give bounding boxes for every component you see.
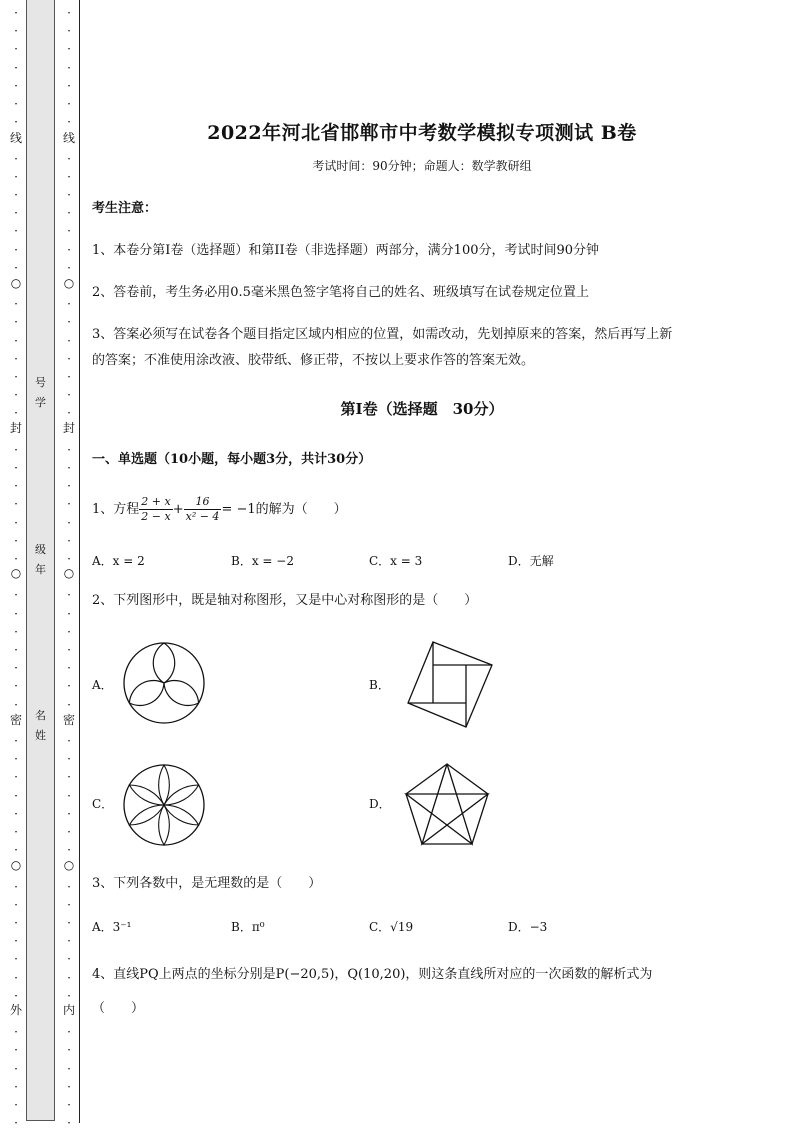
inner-binding-dot: ·	[67, 916, 71, 930]
inner-binding-dot: ·	[67, 315, 71, 330]
inner-binding-dot: ·	[67, 60, 71, 75]
notice-item-3-cont: 的答案；不准使用涂改液、胶带纸、修正带，不按以上要求作答的答案无效。	[92, 353, 535, 368]
inner-binding-dot: ·	[67, 370, 71, 384]
outer-binding-dot: ·	[14, 679, 18, 694]
inner-binding-dot: ·	[67, 1079, 71, 1094]
q3-option-c: C．√19	[369, 920, 414, 934]
outer-binding-dot: ·	[14, 351, 18, 366]
inner-binding-dot: ·	[67, 697, 71, 712]
exam-number-label-1: 号	[35, 376, 46, 389]
inner-binding-dot: ·	[67, 661, 71, 676]
inner-binding-dot: ·	[67, 224, 71, 239]
outer-binding-dot: ·	[14, 78, 18, 93]
outer-binding-dot: ·	[14, 206, 18, 221]
outer-binding-dot: ·	[14, 1025, 18, 1040]
question-3: 3、下列各数中，是无理数的是（ ）	[92, 876, 322, 891]
grade-label-2: 年	[35, 563, 46, 576]
inner-binding-dot: ·	[67, 1098, 71, 1112]
inner-binding-dot: ·	[67, 115, 71, 130]
page-title: 2022年河北省邯郸市中考数学模拟专项测试 B卷	[207, 122, 637, 144]
inner-binding-dot: ·	[67, 606, 71, 621]
inner-binding-dot: ·	[67, 588, 71, 603]
inner-binding-dot: ·	[67, 770, 71, 785]
outer-binding-mark: 封	[9, 421, 22, 435]
inner-binding-dot: ·	[67, 188, 71, 202]
q2-label-d: D．	[369, 797, 391, 811]
binding-rule	[79, 0, 80, 1123]
outer-binding-dot: ·	[14, 442, 18, 457]
outer-binding-dot: ·	[14, 624, 18, 639]
inner-binding-dot: ·	[67, 952, 71, 967]
outer-binding-dot: ·	[14, 24, 18, 39]
q2-label-c: C．	[92, 797, 114, 811]
inner-binding-mark: 密	[62, 713, 75, 727]
inner-binding-dot: ·	[67, 806, 71, 821]
inner-binding-dot: ·	[67, 970, 71, 985]
inner-binding-dot: ·	[67, 497, 71, 512]
inner-binding-mark: 线	[62, 131, 75, 145]
outer-binding-dot: ·	[14, 297, 18, 312]
notice-heading: 考生注意：	[92, 201, 158, 216]
outer-binding-dot: ·	[14, 260, 18, 275]
figure-d-pentagram	[403, 762, 491, 848]
student-info-strip	[26, 0, 55, 1121]
inner-binding-dot: ·	[67, 151, 71, 166]
question-2: 2、下列图形中，既是轴对称图形，又是中心对称图形的是（ ）	[92, 593, 478, 608]
outer-binding-dot: ·	[14, 916, 18, 930]
outer-binding-dot: ·	[14, 497, 18, 512]
inner-binding-dot: ·	[67, 42, 71, 57]
q1-fraction-1	[139, 495, 172, 524]
outer-binding-dot: ·	[14, 806, 18, 821]
inner-binding-dot: ·	[67, 78, 71, 93]
inner-binding-dot: ·	[67, 533, 71, 548]
q4-answer-blank: （ ）	[92, 1001, 145, 1016]
notice-item-3: 3、答案必须写在试卷各个题目指定区域内相应的位置，如需改动，先划掉原来的答案，然后再写上新	[92, 327, 673, 342]
inner-binding-dot: ·	[67, 351, 71, 366]
part-title: 一、单选题（10小题，每小题3分，共计30分）	[92, 452, 372, 467]
inner-binding-dot: ·	[67, 333, 71, 348]
q3-option-d: D．−3	[508, 920, 548, 934]
outer-binding-mark: 密	[9, 713, 22, 727]
outer-binding-dot: ·	[14, 1079, 18, 1094]
q1-frac2-denominator: x² − 4	[185, 510, 220, 523]
q1-frac1-numerator: 2 + x	[141, 495, 171, 508]
outer-binding-dot: ·	[14, 770, 18, 785]
inner-binding-dot: ·	[67, 552, 71, 566]
outer-binding-mark: ○	[10, 276, 22, 290]
q1-plus: +	[172, 502, 184, 517]
inner-binding-dot: ·	[67, 1025, 71, 1040]
figure-b-nested-squares	[405, 639, 495, 731]
outer-binding-mark: ○	[10, 566, 22, 580]
q2-label-a: A．	[92, 678, 113, 692]
inner-binding-dot: ·	[67, 879, 71, 894]
inner-binding-dot: ·	[67, 479, 71, 494]
q1-option-a: A．x = 2	[92, 554, 145, 568]
q1-option-d: D．无解	[508, 554, 554, 568]
inner-binding-dot: ·	[67, 1116, 71, 1130]
inner-binding-dot: ·	[67, 97, 71, 111]
outer-binding-dot: ·	[14, 1043, 18, 1058]
outer-binding-dot: ·	[14, 843, 18, 858]
outer-binding-dot: ·	[14, 879, 18, 894]
q3-option-a: A．3⁻¹	[92, 920, 132, 934]
q1-prefix: 1、方程	[92, 502, 140, 517]
inner-binding-mark: ○	[63, 858, 75, 872]
outer-binding-dot: ·	[14, 1061, 18, 1076]
outer-binding-dot: ·	[14, 825, 18, 839]
inner-binding-dot: ·	[67, 297, 71, 312]
q1-suffix: = −1的解为（ ）	[221, 502, 347, 517]
inner-binding-dot: ·	[67, 442, 71, 457]
inner-binding-dot: ·	[67, 260, 71, 275]
section-title: 第I卷（选择题 30分）	[340, 400, 504, 418]
outer-binding-dot: ·	[14, 315, 18, 330]
outer-binding-dot: ·	[14, 552, 18, 566]
outer-binding-dot: ·	[14, 952, 18, 967]
q1-option-c: C．x = 3	[369, 554, 423, 568]
q1-frac1-denominator: 2 − x	[141, 510, 171, 523]
outer-binding-dot: ·	[14, 461, 18, 475]
inner-binding-dot: ·	[67, 1061, 71, 1076]
inner-binding-dot: ·	[67, 624, 71, 639]
outer-binding-dot: ·	[14, 1098, 18, 1112]
outer-binding-dot: ·	[14, 897, 18, 912]
inner-binding-dot: ·	[67, 461, 71, 475]
outer-binding-dot: ·	[14, 988, 18, 1003]
inner-binding-dot: ·	[67, 1043, 71, 1058]
notice-item-2: 2、答卷前，考生务必用0.5毫米黑色签字笔将自己的姓名、班级填写在试卷规定位置上	[92, 285, 589, 300]
q1-frac2-numerator: 16	[184, 495, 222, 510]
figure-a-three-arcs	[122, 641, 206, 725]
outer-dot-column	[9, 0, 23, 1130]
outer-binding-dot: ·	[14, 406, 18, 421]
outer-binding-dot: ·	[14, 97, 18, 111]
outer-binding-dot: ·	[14, 734, 18, 748]
outer-binding-dot: ·	[14, 752, 18, 767]
exam-info: 考试时间：90分钟；命题人：数学教研组	[312, 159, 532, 173]
outer-binding-dot: ·	[14, 224, 18, 239]
inner-binding-mark: ○	[63, 276, 75, 290]
inner-binding-dot: ·	[67, 643, 71, 657]
outer-binding-dot: ·	[14, 388, 18, 403]
outer-binding-dot: ·	[14, 697, 18, 712]
notice-item-1: 1、本卷分第I卷（选择题）和第II卷（非选择题）两部分，满分100分，考试时间90分钟	[92, 243, 600, 258]
outer-binding-mark: ○	[10, 858, 22, 872]
outer-binding-dot: ·	[14, 188, 18, 202]
q3-option-b: B．π⁰	[231, 920, 265, 934]
inner-binding-dot: ·	[67, 206, 71, 221]
inner-binding-dot: ·	[67, 897, 71, 912]
outer-binding-dot: ·	[14, 333, 18, 348]
inner-binding-dot: ·	[67, 679, 71, 694]
inner-binding-mark: 封	[62, 421, 75, 435]
outer-binding-dot: ·	[14, 606, 18, 621]
inner-binding-dot: ·	[67, 242, 71, 257]
outer-binding-dot: ·	[14, 661, 18, 676]
outer-binding-dot: ·	[14, 588, 18, 603]
outer-binding-dot: ·	[14, 42, 18, 57]
outer-binding-mark: 外	[9, 1003, 22, 1017]
inner-binding-mark: ○	[63, 566, 75, 580]
outer-binding-mark: 线	[9, 131, 22, 145]
q2-label-b: B．	[369, 678, 390, 692]
inner-binding-mark: 内	[62, 1003, 75, 1017]
inner-binding-dot: ·	[67, 6, 71, 20]
grade-label-1: 级	[35, 543, 46, 556]
outer-binding-dot: ·	[14, 533, 18, 548]
outer-binding-dot: ·	[14, 169, 18, 184]
inner-binding-dot: ·	[67, 988, 71, 1003]
q1-fraction-2	[184, 495, 222, 524]
q1-option-b: B．x = −2	[231, 554, 294, 568]
inner-binding-dot: ·	[67, 843, 71, 858]
outer-binding-dot: ·	[14, 1116, 18, 1130]
outer-binding-dot: ·	[14, 479, 18, 494]
inner-binding-dot: ·	[67, 934, 71, 949]
question-4: 4、直线PQ上两点的坐标分别是P(−20,5)，Q(10,20)，则这条直线所对应的一次函数的解析式为	[92, 967, 653, 982]
inner-binding-dot: ·	[67, 734, 71, 748]
outer-binding-dot: ·	[14, 643, 18, 657]
outer-binding-dot: ·	[14, 151, 18, 166]
inner-binding-dot: ·	[67, 388, 71, 403]
outer-binding-dot: ·	[14, 515, 18, 530]
question-1	[92, 492, 752, 528]
outer-binding-dot: ·	[14, 60, 18, 75]
outer-binding-dot: ·	[14, 788, 18, 803]
exam-number-label-2: 学	[35, 396, 46, 409]
outer-binding-dot: ·	[14, 934, 18, 949]
outer-binding-dot: ·	[14, 115, 18, 130]
outer-binding-dot: ·	[14, 6, 18, 20]
figure-c-six-petal-flower	[122, 763, 206, 847]
inner-binding-dot: ·	[67, 788, 71, 803]
inner-binding-dot: ·	[67, 406, 71, 421]
inner-dot-column	[62, 0, 76, 1130]
outer-binding-dot: ·	[14, 370, 18, 384]
outer-binding-dot: ·	[14, 242, 18, 257]
name-label-2: 姓	[35, 729, 46, 742]
name-label-1: 名	[35, 709, 46, 722]
inner-binding-dot: ·	[67, 752, 71, 767]
inner-binding-dot: ·	[67, 825, 71, 839]
inner-binding-dot: ·	[67, 515, 71, 530]
outer-binding-dot: ·	[14, 970, 18, 985]
inner-binding-dot: ·	[67, 24, 71, 39]
inner-binding-dot: ·	[67, 169, 71, 184]
